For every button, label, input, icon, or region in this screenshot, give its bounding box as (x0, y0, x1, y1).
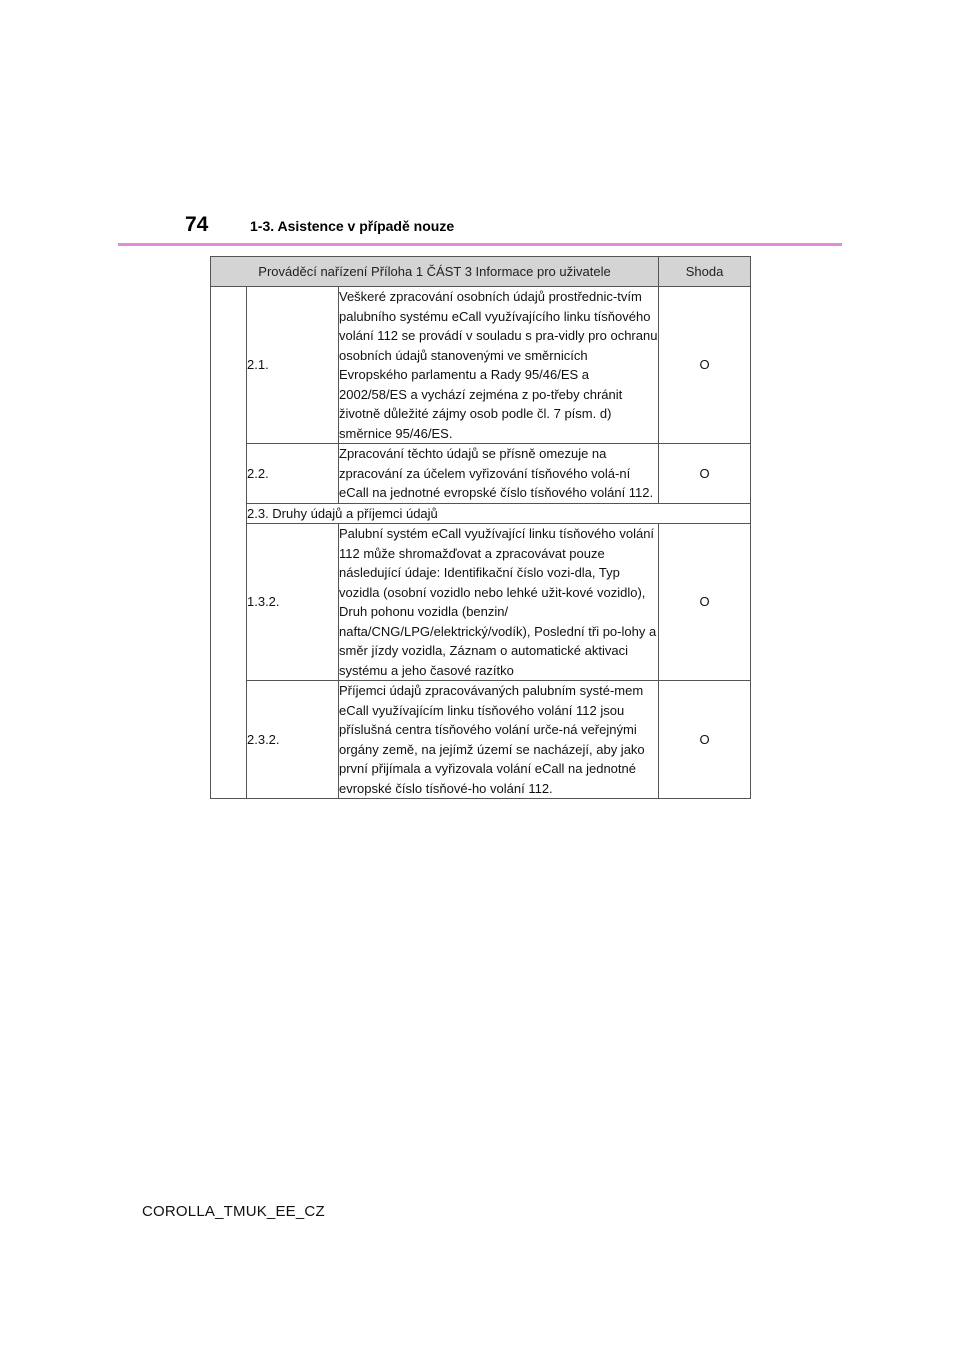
subheading: 2.3. Druhy údajů a příjemci údajů (247, 503, 751, 524)
row-compliance: O (659, 444, 751, 504)
page-number: 74 (185, 213, 209, 236)
row-text: Veškeré zpracování osobních údajů prostřednic-tvím palubního systému eCall využívajícího linku tísňového volání 112 se provádí v souladu s pra-vidly pro ochranu osobních údajů stanovenými ve směrnicích Evropského parlamentu a Rady 95/46/ES a 2002/58/ES a vychází zejména z po-třeby chránit životně důležité zájmy osob podle čl. 7 písm. d) směrnice 95/46/ES. (339, 287, 659, 444)
table-row (211, 287, 751, 444)
table-row (211, 524, 751, 681)
document-code: COROLLA_TMUK_EE_CZ (142, 1203, 325, 1220)
row-text: Příjemci údajů zpracovávaných palubním systé-mem eCall využívajícím linku tísňového volání 112 jsou příslušná centra tísňového volání urče-ná veřejnými orgány země, na jejímž území se nacházejí, aby jako první přijímala a vyřizovala volání eCall na jednotné evropské číslo tísňové-ho volání 112. (339, 681, 659, 799)
row-text: Palubní systém eCall využívající linku tísňového volání 112 může shromažďovat a zpracovávat pouze následující údaje: Identifikační číslo vozi-dla, Typ vozidla (osobní vozidlo nebo lehké užit-kové vozidlo), Druh pohonu vozidla (benzin/ nafta/CNG/LPG/elektrický/vodík), Poslední tři po-lohy a směr jízdy vozidla, Záznam o automatické aktivaci systému a jeho časové razítko (339, 524, 659, 681)
row-number: 2.2. (247, 444, 339, 504)
row-compliance: O (659, 681, 751, 799)
info-table (210, 256, 751, 799)
row-number: 1.3.2. (247, 524, 339, 681)
row-compliance: O (659, 524, 751, 681)
indent-cell (211, 287, 247, 799)
row-compliance: O (659, 287, 751, 444)
header-rule (118, 243, 842, 246)
table-row (211, 444, 751, 504)
section-title: 1-3. Asistence v případě nouze (250, 218, 455, 234)
table-row (211, 681, 751, 799)
row-number: 2.3.2. (247, 681, 339, 799)
row-text: Zpracování těchto údajů se přísně omezuje na zpracování za účelem vyřizování tísňového volá-ní eCall na jednotné evropské číslo tísňového volání 112. (339, 444, 659, 504)
row-number: 2.1. (247, 287, 339, 444)
column-header-requirement: Prováděcí nařízení Příloha 1 ČÁST 3 Informace pro uživatele (211, 257, 659, 287)
table-subheading-row (211, 503, 751, 524)
column-header-compliance: Shoda (659, 257, 751, 287)
table-header-row (211, 257, 751, 287)
